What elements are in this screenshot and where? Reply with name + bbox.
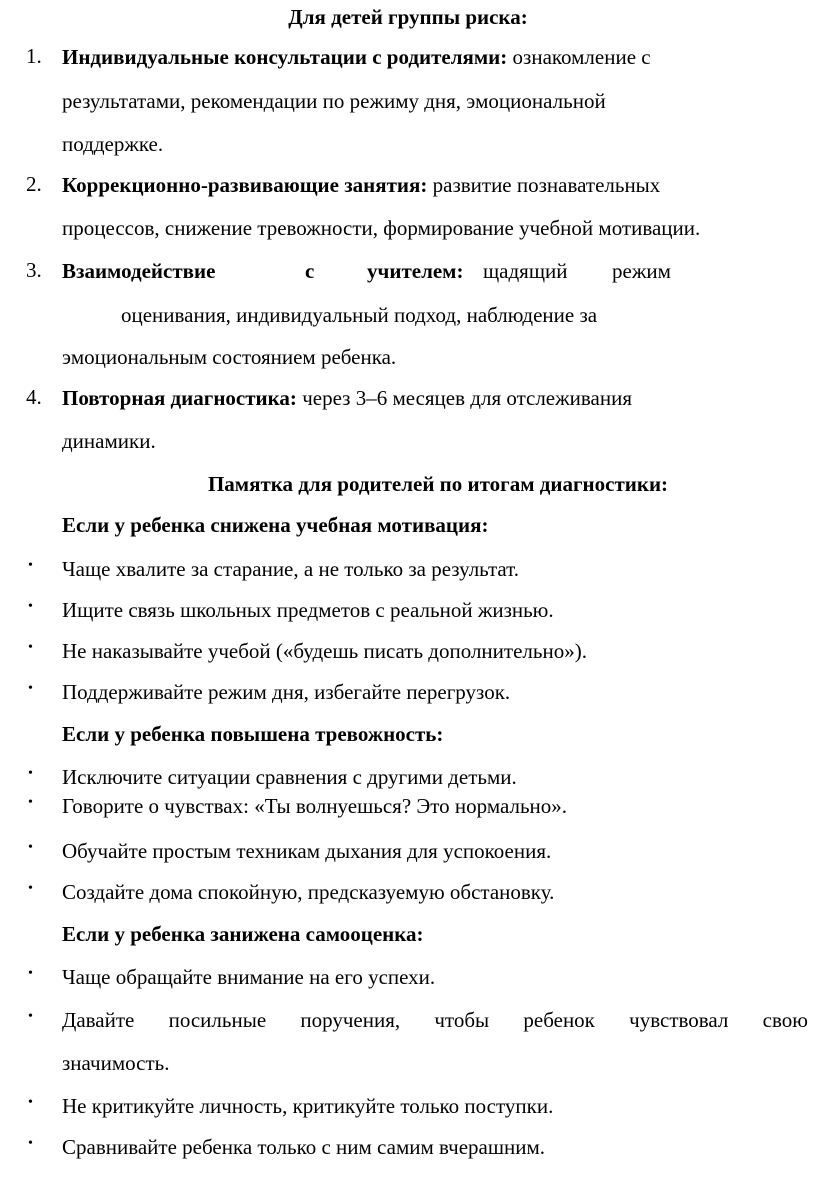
item-2-rest: развитие познавательных (427, 173, 661, 197)
item-3-word-2: с (305, 259, 315, 283)
anxiety-item-2: Говорите о чувствах: «Ты волнуешься? Это нормально». (62, 794, 568, 818)
bullet-icon: • (28, 599, 33, 614)
item-4-bold: Повторная диагностика: (62, 386, 297, 410)
item-1-rest: ознакомление с (507, 45, 651, 69)
motivation-item-3: Не наказывайте учебой («будешь писать дополнительно»). (62, 639, 587, 663)
motivation-item-4: Поддерживайте режим дня, избегайте перегрузок. (62, 680, 511, 704)
anxiety-item-1: Исключите ситуации сравнения с другими детьми. (62, 765, 517, 789)
item-2-line-1 (62, 172, 660, 198)
motivation-heading: Если у ребенка снижена учебная мотивация: (62, 513, 489, 537)
selfesteem-heading: Если у ребенка занижена самооценка: (62, 922, 424, 946)
item-1-line-2: результатами, рекомендации по режиму дня, эмоциональной (62, 89, 606, 113)
item-2-line-2: процессов, снижение тревожности, формирование учебной мотивации. (62, 216, 701, 240)
item-3-line-2: оценивания, индивидуальный подход, наблюдение за (121, 303, 598, 327)
anxiety-item-4: Создайте дома спокойную, предсказуемую обстановку. (62, 880, 555, 904)
justified-word: Давайте (62, 1008, 135, 1032)
motivation-item-2: Ищите связь школьных предметов с реальной жизнью. (62, 598, 554, 622)
selfesteem-item-2-line-2: значимость. (62, 1051, 170, 1075)
justified-word: поручения, (300, 1008, 401, 1032)
bullet-icon: • (28, 1136, 33, 1151)
bullet-icon: • (28, 681, 33, 696)
bullet-icon: • (28, 766, 33, 781)
bullet-icon: • (28, 881, 33, 896)
item-1-number: 1. (26, 44, 42, 68)
bullet-icon: • (28, 840, 33, 855)
bullet-icon: • (28, 966, 33, 981)
item-4-line-2: динамики. (62, 429, 156, 453)
selfesteem-item-2-line-1 (62, 1007, 808, 1033)
selfesteem-item-1: Чаще обращайте внимание на его успехи. (62, 965, 436, 989)
bullet-icon: • (28, 795, 33, 810)
anxiety-item-3: Обучайте простым техникам дыхания для успокоения. (62, 839, 552, 863)
item-1-line-3: поддержке. (62, 132, 164, 156)
item-1-bold: Индивидуальные консультации с родителями: (62, 45, 508, 69)
motivation-item-1: Чаще хвалите за старание, а не только за результат. (62, 557, 520, 581)
bullet-icon: • (28, 1009, 33, 1024)
bullet-icon: • (28, 558, 33, 573)
item-3-number: 3. (26, 258, 42, 282)
justified-word: посильные (168, 1008, 267, 1032)
anxiety-heading: Если у ребенка повышена тревожность: (62, 722, 444, 746)
item-2-number: 2. (26, 172, 42, 196)
justified-word: ребенок (523, 1008, 595, 1032)
risk-heading: Для детей группы риска: (288, 5, 528, 29)
item-4-rest: через 3–6 месяцев для отслеживания (296, 386, 632, 410)
item-4-line-1 (62, 385, 632, 411)
justified-word: чувствовал (629, 1008, 729, 1032)
memo-title: Памятка для родителей по итогам диагностики: (207, 472, 669, 496)
item-3-line-3: эмоциональным состоянием ребенка. (62, 345, 397, 369)
bullet-icon: • (28, 1095, 33, 1110)
item-3-word-3: учителем: (367, 259, 464, 283)
selfesteem-item-4: Сравнивайте ребенка только с ним самим вчерашним. (62, 1135, 546, 1159)
selfesteem-item-3: Не критикуйте личность, критикуйте только поступки. (62, 1094, 554, 1118)
bullet-icon: • (28, 640, 33, 655)
justified-word: чтобы (434, 1008, 490, 1032)
item-2-bold: Коррекционно-развивающие занятия: (62, 173, 428, 197)
item-3-word-5: режим (612, 259, 671, 283)
item-3-word-4: щадящий (483, 259, 568, 283)
item-4-number: 4. (26, 385, 42, 409)
item-3-word-1: Взаимодействие (62, 259, 216, 283)
justified-word: свою (762, 1008, 808, 1032)
item-1-line-1 (62, 44, 651, 70)
